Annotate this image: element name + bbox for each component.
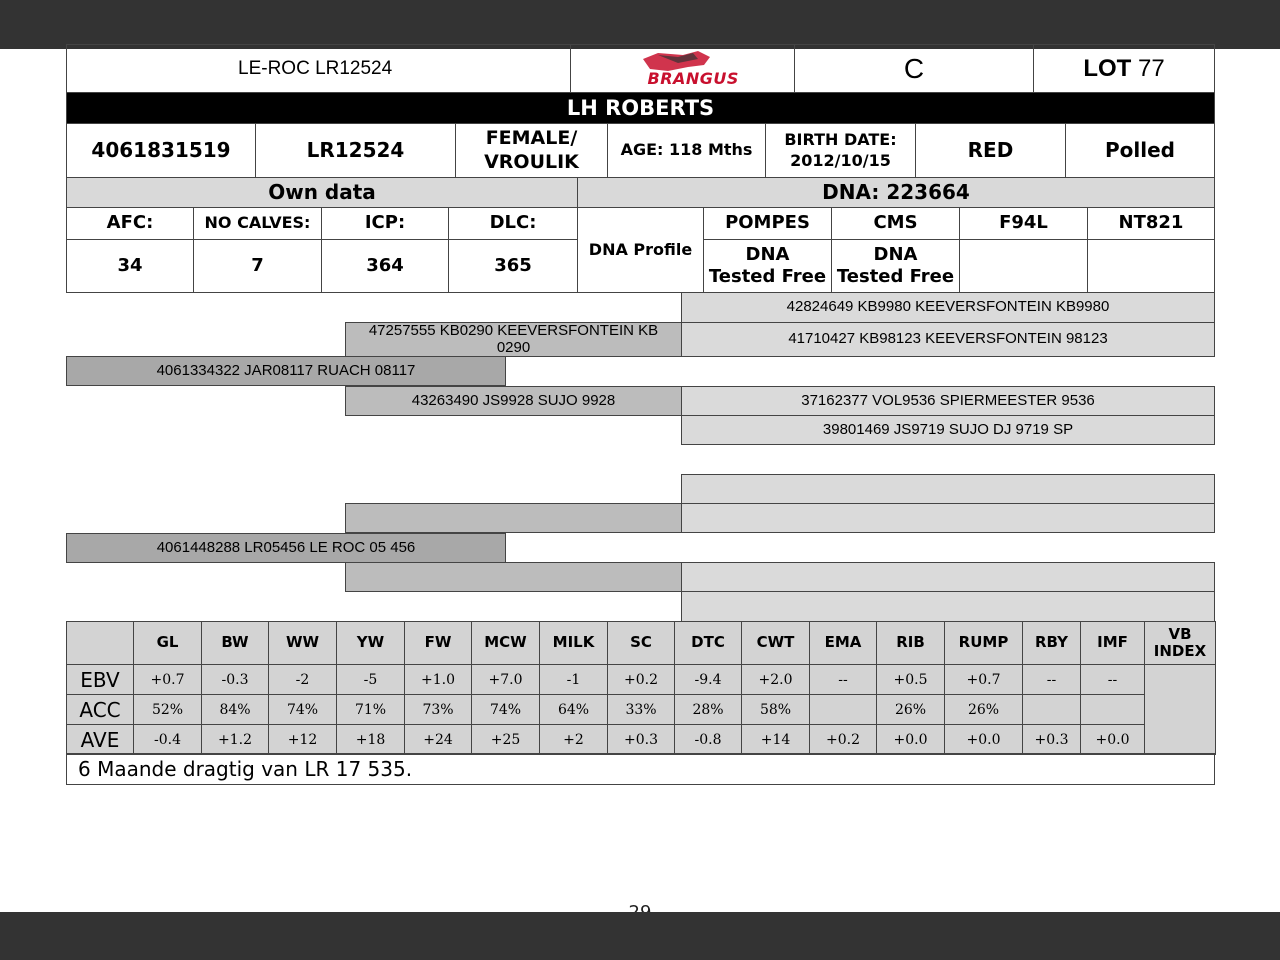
ebv-cell-text: +2	[563, 731, 584, 748]
dna-value-f94l	[959, 239, 1088, 293]
ebv-cell	[876, 724, 945, 755]
pedigree-dam-sire	[345, 503, 682, 533]
ebv-cell-text: +1.2	[218, 731, 252, 748]
ebv-header-milk	[539, 621, 608, 665]
ebv-cell	[876, 664, 945, 695]
ebv-cell	[404, 694, 472, 725]
dna-title	[577, 177, 1215, 208]
comment-text: 6 Maande dragtig van LR 17 535.	[78, 757, 413, 781]
dna-value-nt821	[1087, 239, 1215, 293]
own-value: 365	[494, 254, 532, 276]
grade-cell	[794, 44, 1034, 93]
ebv-cell-text: -1	[566, 671, 581, 688]
ebv-cell-text: 84%	[219, 701, 251, 718]
ebv-cell-text: 52%	[151, 701, 184, 718]
animal-reg	[255, 123, 456, 178]
ebv-cell-text: 58%	[759, 701, 792, 718]
dna-value: DNA Tested Free	[836, 243, 955, 287]
ebv-cell-text: +0.5	[893, 671, 928, 688]
own-header-label: DLC:	[489, 212, 537, 234]
ebv-cell	[471, 694, 540, 725]
ebv-cell	[268, 724, 337, 755]
name-reg-cell	[66, 44, 571, 93]
own-value: 364	[366, 254, 404, 276]
ebv-cell-text: -2	[295, 671, 310, 688]
lot-word: LOT	[1083, 54, 1132, 82]
ebv-cell-text: +24	[423, 731, 453, 748]
ebv-header-ema	[809, 621, 877, 665]
ebv-cell-text: -0.3	[221, 671, 249, 688]
ebv-cell-text: +0.7	[966, 671, 1001, 688]
ebv-cell-text: -0.4	[154, 731, 181, 748]
dna-header-label: CMS	[873, 212, 918, 234]
ebv-cell-text: +14	[760, 731, 791, 748]
dlc-header	[448, 207, 578, 240]
ebv-cell	[741, 724, 810, 755]
ebv-header-gl-text: GL	[156, 633, 179, 652]
animal-color-text: RED	[967, 138, 1014, 162]
own-value: 34	[117, 254, 143, 276]
ebv-cell	[133, 664, 202, 695]
ebv-cell	[674, 694, 742, 725]
ebv-header-dtc-text: DTC	[691, 633, 725, 652]
ebv-cell-text: +7.0	[488, 671, 523, 688]
ebv-cell-text: 71%	[354, 701, 387, 718]
ebv-cell-text: +12	[287, 731, 318, 748]
ebv-cell-text: +0.7	[150, 671, 185, 688]
ebv-cell-text: --	[838, 671, 848, 688]
ebv-cell	[201, 724, 269, 755]
pedigree-sire-sire-dam	[681, 322, 1215, 357]
animal-name-banner	[66, 92, 1215, 124]
own-data-title-text: Own data	[268, 180, 376, 204]
ebv-cell-text: --	[1107, 671, 1118, 688]
dna-header-f94l	[959, 207, 1088, 240]
ebv-cell	[1022, 664, 1081, 695]
ebv-cell	[1080, 724, 1145, 755]
pedigree-sire-sire-sire	[681, 292, 1215, 323]
ebv-index-value	[1144, 664, 1216, 755]
animal-horn	[1065, 123, 1215, 178]
brangus-logo	[608, 49, 758, 89]
ebv-corner-cell	[66, 621, 134, 665]
ebv-row-label-ebv-text: EBV	[80, 667, 120, 692]
ebv-cell	[471, 664, 540, 695]
comment-row	[66, 753, 1215, 785]
ebv-header-rby-text: RBY	[1034, 633, 1069, 652]
ebv-cell	[674, 664, 742, 695]
pedigree-text: 47257555 KB0290 KEEVERSFONTEIN KB 0290	[368, 322, 659, 356]
ebv-cell-text: 74%	[489, 701, 522, 718]
ebv-cell	[741, 664, 810, 695]
ebv-header-yw	[336, 621, 405, 665]
pedigree-dam-sire-sire	[681, 474, 1215, 504]
lot-cell	[1033, 44, 1215, 93]
ebv-cell	[404, 664, 472, 695]
animal-sex	[455, 123, 608, 178]
ebv-header-rump-text: RUMP	[958, 633, 1009, 652]
own-header-label: ICP:	[364, 212, 406, 234]
pedigree-dam-sire-dam	[681, 503, 1215, 533]
ebv-cell-text: +0.2	[624, 671, 658, 688]
ebv-row-label-ave	[66, 724, 134, 755]
ebv-cell-text: 74%	[286, 701, 319, 718]
ebv-cell	[1022, 694, 1081, 725]
pedigree-sire-sire	[345, 322, 682, 357]
dna-value-cms	[831, 239, 960, 293]
ebv-cell-text: 26%	[967, 701, 1000, 718]
ebv-cell-text: --	[1046, 671, 1057, 688]
ebv-header-mcw	[471, 621, 540, 665]
pedigree-dam-dam	[345, 562, 682, 592]
ebv-header-bw	[201, 621, 269, 665]
ebv-cell	[1080, 664, 1145, 695]
ebv-cell	[1022, 724, 1081, 755]
ebv-cell	[133, 694, 202, 725]
own-value: 7	[251, 254, 264, 276]
pedigree-dam-dam-sire	[681, 562, 1215, 592]
ebv-cell	[539, 694, 608, 725]
ebv-cell	[336, 694, 405, 725]
ebv-cell-text: +0.0	[893, 731, 928, 748]
ebv-cell-text: 28%	[692, 701, 724, 718]
ebv-header-ww-text: WW	[285, 633, 320, 652]
ebv-cell-text: -0.8	[694, 731, 722, 748]
no-calves-value	[193, 239, 322, 293]
ebv-cell-text: +0.0	[966, 731, 1001, 748]
ebv-cell-text: +0.3	[1034, 731, 1069, 748]
ebv-cell	[539, 664, 608, 695]
ebv-cell-text: 64%	[557, 701, 590, 718]
ebv-cell	[876, 694, 945, 725]
ebv-cell	[674, 724, 742, 755]
ebv-row-label-acc	[66, 694, 134, 725]
ebv-cell-text: +2.0	[758, 671, 793, 688]
dna-header-nt821	[1087, 207, 1215, 240]
ebv-cell-text: 73%	[422, 701, 454, 718]
ebv-cell-text: -5	[363, 671, 378, 688]
animal-horn-text: Polled	[1105, 138, 1175, 162]
ebv-header-ema-text: EMA	[824, 633, 862, 652]
lot-number: 77	[1137, 54, 1165, 82]
dna-header-label: POMPES	[725, 212, 810, 234]
animal-reg-text: LR12524	[306, 138, 405, 162]
ebv-cell	[944, 724, 1023, 755]
dlc-value	[448, 239, 578, 293]
ebv-cell	[607, 664, 675, 695]
ebv-cell	[809, 694, 877, 725]
ebv-header-sc	[607, 621, 675, 665]
pedigree-text: 42824649 KB9980 KEEVERSFONTEIN KB9980	[786, 298, 1110, 316]
ebv-header-fw-text: FW	[424, 633, 452, 652]
ebv-header-rby	[1022, 621, 1081, 665]
ebv-cell-text: +25	[490, 731, 521, 748]
ebv-header-vb-index-text: VB INDEX	[1153, 624, 1207, 660]
no-calves-header	[193, 207, 322, 240]
ebv-cell-text: +0.0	[1095, 731, 1130, 748]
ebv-cell	[268, 694, 337, 725]
ebv-header-sc-text: SC	[630, 633, 652, 652]
logo-cell	[570, 44, 795, 93]
animal-name: LH ROBERTS	[566, 95, 715, 120]
dna-value: DNA Tested Free	[708, 243, 827, 287]
ebv-cell	[201, 694, 269, 725]
pedigree-sire-dam	[345, 386, 682, 416]
pedigree-text: 37162377 VOL9536 SPIERMEESTER 9536	[801, 391, 1095, 409]
ebv-cell	[1080, 694, 1145, 725]
ebv-cell	[404, 724, 472, 755]
ebv-cell-text: +1.0	[421, 671, 455, 688]
ebv-header-bw-text: BW	[221, 633, 249, 652]
ebv-cell-text: 26%	[894, 701, 927, 718]
animal-name-reg: LE-ROC LR12524	[238, 57, 393, 79]
pedigree-text: 43263490 JS9928 SUJO 9928	[411, 391, 616, 409]
birth-date	[765, 123, 916, 178]
ebv-header-dtc	[674, 621, 742, 665]
ebv-header-cwt-text: CWT	[756, 633, 795, 652]
ebv-header-imf-text: IMF	[1097, 633, 1128, 652]
ebv-row-label-ave-text: AVE	[80, 727, 120, 752]
logo-text: BRANGUS	[647, 68, 739, 88]
own-header-label: AFC:	[106, 212, 154, 234]
grade-letter: C	[903, 52, 925, 84]
icp-header	[321, 207, 449, 240]
dna-header-pompes	[703, 207, 832, 240]
own-header-label: NO CALVES:	[204, 213, 311, 233]
ebv-cell	[944, 694, 1023, 725]
ebv-cell	[336, 724, 405, 755]
ebv-cell-text: +0.3	[624, 731, 658, 748]
viewer-bottom-bar	[0, 912, 1280, 960]
pedigree-dam-dam-dam	[681, 591, 1215, 622]
ebv-cell	[809, 664, 877, 695]
page-number	[610, 900, 670, 912]
ebv-cell-text: 33%	[625, 701, 657, 718]
ebv-header-rib	[876, 621, 945, 665]
pedigree-sire-dam-dam	[681, 415, 1215, 445]
ebv-header-rump	[944, 621, 1023, 665]
animal-color	[915, 123, 1066, 178]
ebv-header-yw-text: YW	[356, 633, 385, 652]
pedigree-text: 41710427 KB98123 KEEVERSFONTEIN 98123	[788, 330, 1108, 348]
afc-value	[66, 239, 194, 293]
pedigree-text: 39801469 JS9719 SUJO DJ 9719 SP	[822, 420, 1074, 438]
ebv-cell	[201, 664, 269, 695]
ebv-cell-text: +0.2	[826, 731, 860, 748]
ebv-header-gl	[133, 621, 202, 665]
ebv-cell	[607, 724, 675, 755]
dna-header-cms	[831, 207, 960, 240]
pedigree-text: 4061334322 JAR08117 RUACH 08117	[156, 361, 416, 379]
ebv-cell-text: -9.4	[694, 671, 722, 688]
animal-sex-text: FEMALE/ VROULIK	[484, 126, 579, 173]
ebv-cell-text: +18	[355, 731, 386, 748]
ebv-cell	[133, 724, 202, 755]
ebv-cell	[741, 694, 810, 725]
dna-header-label: NT821	[1118, 212, 1184, 234]
ebv-cell	[539, 724, 608, 755]
ebv-cell	[809, 724, 877, 755]
ebv-cell	[944, 664, 1023, 695]
ebv-header-rib-text: RIB	[896, 633, 925, 652]
ebv-row-label-acc-text: ACC	[79, 697, 121, 722]
dna-profile-label	[577, 207, 704, 293]
ebv-cell	[607, 694, 675, 725]
ebv-header-milk-text: MILK	[552, 633, 595, 652]
ebv-header-mcw-text: MCW	[484, 633, 527, 652]
ebv-cell	[471, 724, 540, 755]
ebv-row-label-ebv	[66, 664, 134, 695]
animal-age	[607, 123, 766, 178]
pedigree-sire-dam-sire	[681, 386, 1215, 416]
ebv-header-ww	[268, 621, 337, 665]
ebv-cell	[268, 664, 337, 695]
dna-value-pompes	[703, 239, 832, 293]
own-data-title	[66, 177, 578, 208]
animal-id	[66, 123, 256, 178]
afc-header	[66, 207, 194, 240]
animal-age-text: AGE: 118 Mths	[620, 140, 753, 160]
birth-date-text: BIRTH DATE: 2012/10/15	[784, 129, 897, 170]
dna-title-text: DNA: 223664	[822, 180, 970, 204]
pedigree-dam	[66, 533, 506, 563]
pedigree-text: 4061448288 LR05456 LE ROC 05 456	[156, 538, 416, 556]
viewer-top-bar	[0, 0, 1280, 49]
ebv-header-fw	[404, 621, 472, 665]
dna-header-label: F94L	[999, 212, 1048, 234]
ebv-cell	[336, 664, 405, 695]
animal-id-text: 4061831519	[91, 138, 231, 162]
dna-profile-text: DNA Profile	[588, 239, 693, 259]
ebv-header-imf	[1080, 621, 1145, 665]
icp-value	[321, 239, 449, 293]
ebv-header-cwt	[741, 621, 810, 665]
pedigree-sire	[66, 356, 506, 386]
ebv-header-vb-index	[1144, 621, 1216, 665]
